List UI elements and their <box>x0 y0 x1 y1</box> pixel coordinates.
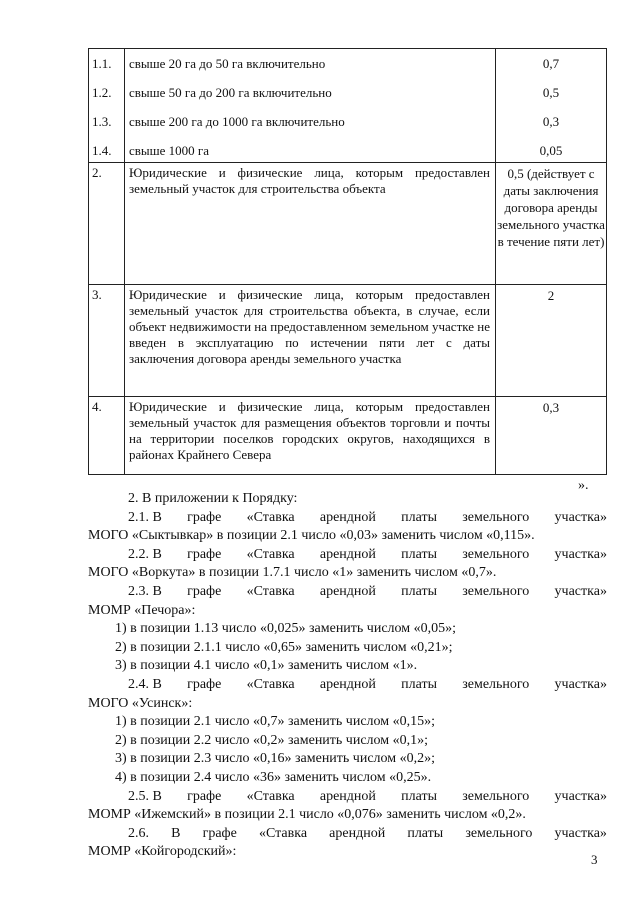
row-value: 0,5 <box>542 85 560 100</box>
row-value-cell <box>496 397 607 475</box>
row-description-cell <box>125 49 496 163</box>
row-value-cell <box>496 49 607 163</box>
paragraph-2-6-line2: МОМР «Койгородский»: <box>88 844 237 860</box>
list-item: 2) в позиции 2.2 число «0,2» заменить числом «0,1»; <box>115 732 429 748</box>
row-number: 1.3. <box>92 114 112 129</box>
row-number-cell <box>89 49 125 163</box>
paragraph-2-5-line2: МОМР «Ижемский» в позиции 2.1 число «0,076» заменить числом «0,2». <box>88 807 526 823</box>
row-value: 0,05 <box>539 143 563 158</box>
row-number-cell <box>89 163 125 285</box>
paragraph-2-2-line2: МОГО «Воркута» в позиции 1.7.1 число «1» заменить числом «0,7». <box>88 565 497 581</box>
paragraph-2-5-line1: 2.5. В графе «Ставка арендной платы земельного участка» <box>128 788 607 804</box>
row-value: 0,3 <box>542 400 560 415</box>
table-row <box>89 397 607 475</box>
list-item: 4) в позиции 2.4 число «36» заменить числом «0,25». <box>115 769 432 785</box>
row-number: 1.1. <box>92 56 112 71</box>
row-value-cell <box>496 285 607 397</box>
page-number: 3 <box>591 852 598 867</box>
row-description-cell <box>125 397 496 475</box>
table-row <box>89 285 607 397</box>
row-number: 1.2. <box>92 85 112 100</box>
row-value-cell <box>496 163 607 285</box>
amendments-text <box>88 490 607 862</box>
list-item: 1) в позиции 1.13 число «0,025» заменить числом «0,05»; <box>115 621 457 637</box>
paragraph-2-4-line2: МОГО «Усинск»: <box>88 695 193 711</box>
row-description: Юридические и физические лица, которым предоставлен земельный участок для строительства объекта <box>129 165 490 196</box>
row-number: 1.4. <box>92 143 112 158</box>
row-description: Юридические и физические лица, которым предоставлен земельный участок для размещения объектов торговли и почты на территории поселков городских округов, находящихся в районах Крайнего Севера <box>129 399 490 462</box>
paragraph-2: 2. В приложении к Порядку: <box>128 491 298 506</box>
row-description: свыше 20 га до 50 га включительно <box>129 56 326 71</box>
row-value: 0,3 <box>542 114 560 129</box>
row-description: Юридические и физические лица, которым предоставлен земельный участок для строительства объекта, в случае, если объект недвижимости на предоставленном земельном участке не введен в эксплуатацию по истечении пяти лет с даты заключения договора аренды земельного участка <box>129 287 490 366</box>
row-value: 2 <box>547 288 555 303</box>
row-value: 0,5 (действует с даты заключения договора аренды земельного участка в течение пяти лет) <box>497 166 605 249</box>
row-number: 4. <box>92 399 102 414</box>
list-item: 2) в позиции 2.1.1 число «0,65» заменить числом «0,21»; <box>115 639 453 655</box>
row-number: 3. <box>92 287 102 302</box>
row-number: 2. <box>92 165 102 180</box>
paragraph-2-1-line1: 2.1. В графе «Ставка арендной платы земельного участка» <box>128 509 607 525</box>
list-item: 3) в позиции 4.1 число «0,1» заменить числом «1». <box>115 658 418 674</box>
row-description-cell <box>125 163 496 285</box>
row-number-cell <box>89 285 125 397</box>
row-description: свыше 200 га до 1000 га включительно <box>129 114 345 129</box>
row-description-cell <box>125 285 496 397</box>
paragraph-2-3-line1: 2.3. В графе «Ставка арендной платы земельного участка» <box>128 583 607 599</box>
rates-table <box>88 48 607 475</box>
paragraph-2-1-line2: МОГО «Сыктывкар» в позиции 2.1 число «0,03» заменить числом «0,115». <box>88 528 535 544</box>
paragraph-2-3-line2: МОМР «Печора»: <box>88 602 196 618</box>
closing-quote: ». <box>578 478 589 493</box>
row-description: свыше 1000 га <box>129 143 210 158</box>
paragraph-2-4-line1: 2.4. В графе «Ставка арендной платы земельного участка» <box>128 676 607 692</box>
row-value: 0,7 <box>542 56 560 71</box>
table-row <box>89 49 607 163</box>
row-description: свыше 50 га до 200 га включительно <box>129 85 332 100</box>
paragraph-2-6-line1: 2.6. В графе «Ставка арендной платы земельного участка» <box>128 825 607 841</box>
row-number-cell <box>89 397 125 475</box>
list-item: 1) в позиции 2.1 число «0,7» заменить числом «0,15»; <box>115 714 436 730</box>
paragraph-2-2-line1: 2.2. В графе «Ставка арендной платы земельного участка» <box>128 546 607 562</box>
list-item: 3) в позиции 2.3 число «0,16» заменить числом «0,2»; <box>115 751 436 767</box>
table-row <box>89 163 607 285</box>
